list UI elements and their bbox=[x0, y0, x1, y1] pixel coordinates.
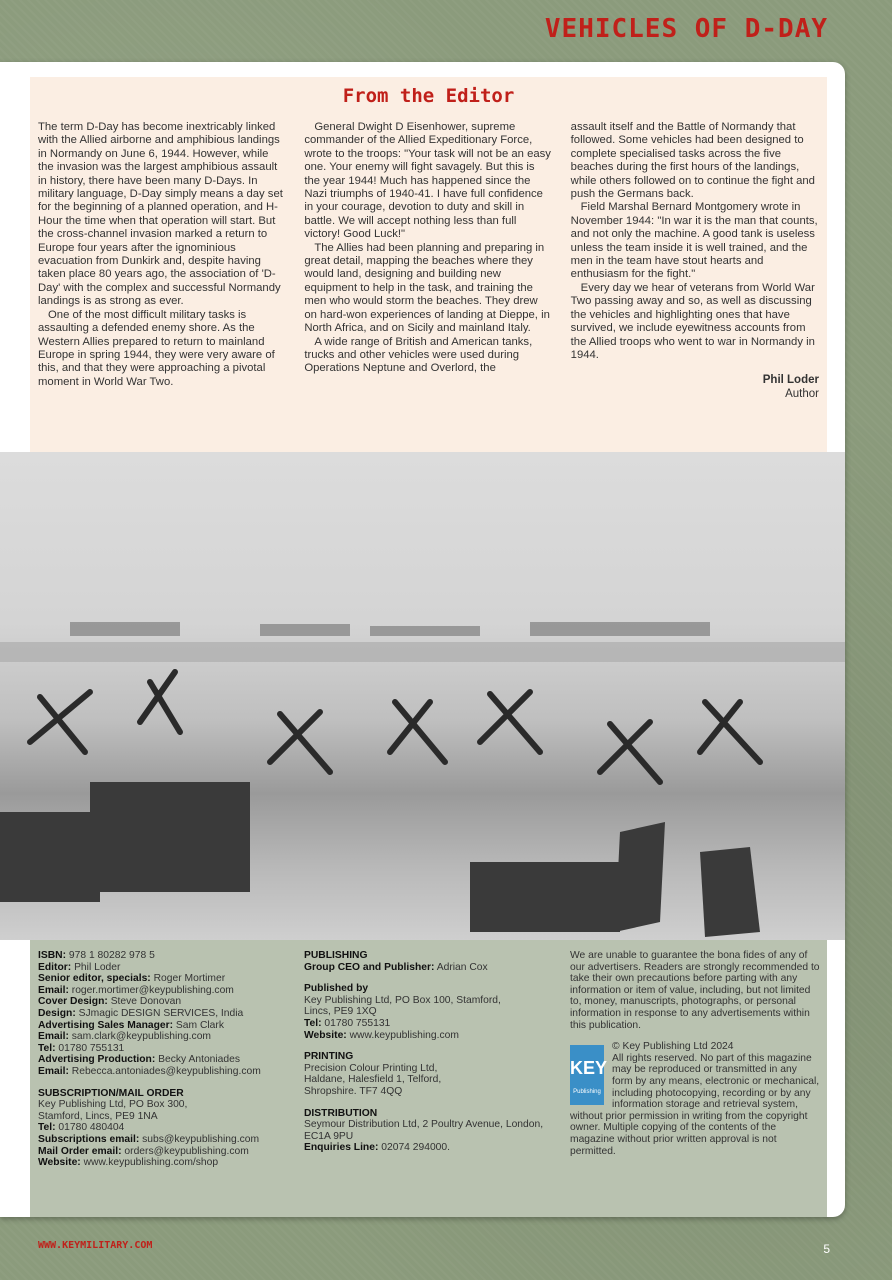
editor-column-1 bbox=[38, 121, 286, 401]
subscriptions-email[interactable]: subs@keypublishing.com bbox=[142, 1133, 260, 1145]
publishing-heading: PUBLISHING bbox=[304, 950, 368, 961]
ad-production-name: Becky Antoniades bbox=[158, 1054, 241, 1066]
editor-column-3 bbox=[571, 121, 819, 401]
rights-statement: All rights reserved. No part of this magazine may be reproduced or transmitted in any form by any means, electronic or mechanical, including photocopying, recording or by any information storage and retrieval system, without prior permission in writing from the copyright owner. Multiple copying of the contents of the magazine without prior written approval is not permitted. bbox=[570, 1052, 820, 1157]
paragraph: The Allies had been planning and preparing in great detail, mapping the beaches where they would land, designing and building new equipment to help in the task, and training the men who would storm the beaches. They drew on hard-won experiences of landing at Dieppe, in North Africa, and on Sicily and mainland Italy. bbox=[304, 241, 550, 335]
editor-column-2 bbox=[304, 121, 552, 401]
editor-letter bbox=[30, 77, 827, 452]
enquiries-number: 02074 294000. bbox=[381, 1142, 450, 1154]
printing-heading: PRINTING bbox=[304, 1051, 354, 1063]
paragraph: Field Marshal Bernard Montgomery wrote in November 1944: "In war it is the man that counts, and not only the machine. A good tank is useless unless the team inside it is well trained, and the men in the team have stout hearts and enthusiasm for the fight." bbox=[570, 201, 818, 281]
senior-editor-email[interactable]: roger.mortimer@keypublishing.com bbox=[71, 984, 234, 996]
printer-line-1: Precision Colour Printing Ltd, bbox=[304, 1062, 438, 1074]
printer-line-2: Haldane, Halesfield 1, Telford, bbox=[304, 1074, 442, 1086]
credits-staff bbox=[38, 950, 293, 1169]
ad-sales-email[interactable]: sam.clark@keypublishing.com bbox=[71, 1031, 211, 1043]
paragraph: A wide range of British and American tanks, trucks and other vehicles were used during Operations Neptune and Overlord, the bbox=[304, 335, 533, 375]
ad-sales-label: Advertising Sales Manager: bbox=[38, 1019, 174, 1031]
subscription-address-2: Stamford, Lincs, PE9 1NA bbox=[38, 1110, 158, 1122]
beach-photo bbox=[0, 452, 845, 940]
subscriptions-email-label: Subscriptions email: bbox=[38, 1133, 140, 1145]
shop-website[interactable]: www.keypublishing.com/shop bbox=[83, 1157, 219, 1169]
content-card bbox=[0, 62, 845, 1217]
senior-editor-label: Senior editor, specials: bbox=[38, 973, 151, 985]
cover-designer: Steve Donovan bbox=[110, 996, 182, 1008]
subscription-address-1: Key Publishing Ltd, PO Box 300, bbox=[38, 1099, 188, 1111]
paragraph: General Dwight D Eisenhower, supreme commander of the Allied Expeditionary Force, wrote to the troops: "Your task will not be an easy one. Your enemy will fight savagely. But this is the year 1944! Much has happened since the Nazi triumphs of 1940-41. I have full confidence in your courage, devotion to duty and skill in battle. We will accept nothing less than full victory! Good Luck!" bbox=[304, 121, 551, 241]
isbn: 978 1 80282 978 5 bbox=[68, 950, 155, 961]
ad-sales-name: Sam Clark bbox=[175, 1019, 224, 1031]
page-number: 5 bbox=[823, 1242, 830, 1256]
ceo-label: Group CEO and Publisher: bbox=[304, 961, 435, 973]
website-label: Website: bbox=[304, 1029, 347, 1041]
design-label: Design: bbox=[38, 1007, 76, 1019]
beach-obstacles-illustration bbox=[0, 452, 845, 940]
email-label: Email: bbox=[38, 1031, 69, 1043]
paragraph: The term D-Day has become inextricably linked with the Allied airborne and amphibious landings in Normandy on June 6, 1944. However, while the invasion was the largest amphibious assault in history, there have been many D-Days. In military language, D-Day simply means a day set for the beginning of a planned operation, and H-Hour the time when that operation will start. But the cross-channel invasion marked a return to Europe four years after the ignominious evacuation from Dunkirk and, despite having taken place 80 years ago, the association of 'D-Day' with the complex and successful Normandy landings is as strong as ever. bbox=[38, 121, 283, 308]
publisher-address-1: Key Publishing Ltd, PO Box 100, Stamford, bbox=[304, 994, 501, 1006]
copyright: © Key Publishing Ltd 2024 bbox=[612, 1041, 734, 1053]
paragraph: One of the most difficult military tasks is assaulting a defended enemy shore. As the Western Allies prepared to return to mainland Europe in spring 1944, they were very aware of this, and that they were approaching a pivotal moment in World War Two. bbox=[38, 308, 275, 388]
mail-order-email[interactable]: orders@keypublishing.com bbox=[124, 1145, 249, 1157]
signature-role: Author bbox=[785, 387, 819, 400]
ad-sales-tel: 01780 755131 bbox=[58, 1042, 125, 1054]
email-label: Email: bbox=[38, 1065, 69, 1077]
tel-label: Tel: bbox=[38, 1122, 56, 1134]
distributor-line-2: EC1A 9PU bbox=[304, 1130, 354, 1142]
section-title: VEHICLES OF D-DAY bbox=[544, 14, 828, 44]
logo-text: KEY bbox=[570, 1058, 608, 1079]
subscription-heading: SUBSCRIPTION/MAIL ORDER bbox=[38, 1087, 184, 1099]
credits-publishing bbox=[304, 950, 554, 1154]
distributor-line-1: Seymour Distribution Ltd, 2 Poultry Avenue, London, bbox=[304, 1119, 544, 1131]
printer-line-3: Shropshire. TF7 4QQ bbox=[304, 1085, 403, 1097]
isbn-label: ISBN: bbox=[38, 950, 67, 961]
logo-subtext: Publishing bbox=[573, 1089, 601, 1096]
signature-name: Phil Loder bbox=[762, 374, 819, 387]
ceo-name: Adrian Cox bbox=[436, 961, 488, 973]
publisher-address-2: Lincs, PE9 1XQ bbox=[304, 1006, 377, 1018]
published-by-heading: Published by bbox=[304, 983, 369, 995]
credits-legal bbox=[570, 950, 820, 1157]
signature bbox=[571, 374, 819, 401]
editor-label: Editor: bbox=[38, 961, 72, 973]
credits-panel bbox=[30, 940, 827, 1217]
advertiser-disclaimer: We are unable to guarantee the bona fides of any of our advertisers. Readers are strongly recommended to take their own precautions before parting with any information or item of value, including, but not limited to, money, manuscripts, photographs, or personal information in response to any advertisements within this publication. bbox=[570, 950, 820, 1031]
subscription-tel: 01780 480404 bbox=[58, 1122, 125, 1134]
publisher-website[interactable]: www.keypublishing.com bbox=[349, 1029, 459, 1041]
ad-production-email[interactable]: Rebecca.antoniades@keypublishing.com bbox=[71, 1065, 261, 1077]
website-label: Website: bbox=[38, 1157, 81, 1169]
publisher-tel: 01780 755131 bbox=[324, 1017, 391, 1029]
email-label: Email: bbox=[38, 984, 69, 996]
footer-url[interactable]: WWW.KEYMILITARY.COM bbox=[38, 1240, 153, 1251]
key-publishing-logo bbox=[570, 1045, 608, 1105]
designer: SJmagic DESIGN SERVICES, India bbox=[78, 1007, 244, 1019]
editor-title: From the Editor bbox=[342, 85, 515, 107]
enquiries-label: Enquiries Line: bbox=[304, 1142, 379, 1154]
ad-production-label: Advertising Production: bbox=[38, 1054, 156, 1066]
mail-order-email-label: Mail Order email: bbox=[38, 1145, 122, 1157]
cover-design-label: Cover Design: bbox=[38, 996, 108, 1008]
tel-label: Tel: bbox=[38, 1042, 56, 1054]
tel-label: Tel: bbox=[304, 1017, 322, 1029]
paragraph: Every day we hear of veterans from World War Two passing away and so, as well as discussing the vehicles and highlighting ones that have survived, we include eyewitness accounts from the Allied troops who went to war in Normandy in 1944. bbox=[570, 281, 815, 361]
distribution-heading: DISTRIBUTION bbox=[304, 1107, 378, 1119]
editor-name: Phil Loder bbox=[74, 961, 121, 973]
senior-editor-name: Roger Mortimer bbox=[153, 973, 226, 985]
paragraph: assault itself and the Battle of Normandy that followed. Some vehicles had been designed to complete specialised tasks across the five beaches during the first hours of the landings, while others followed on to continue the fight and push the Germans back. bbox=[570, 121, 815, 201]
